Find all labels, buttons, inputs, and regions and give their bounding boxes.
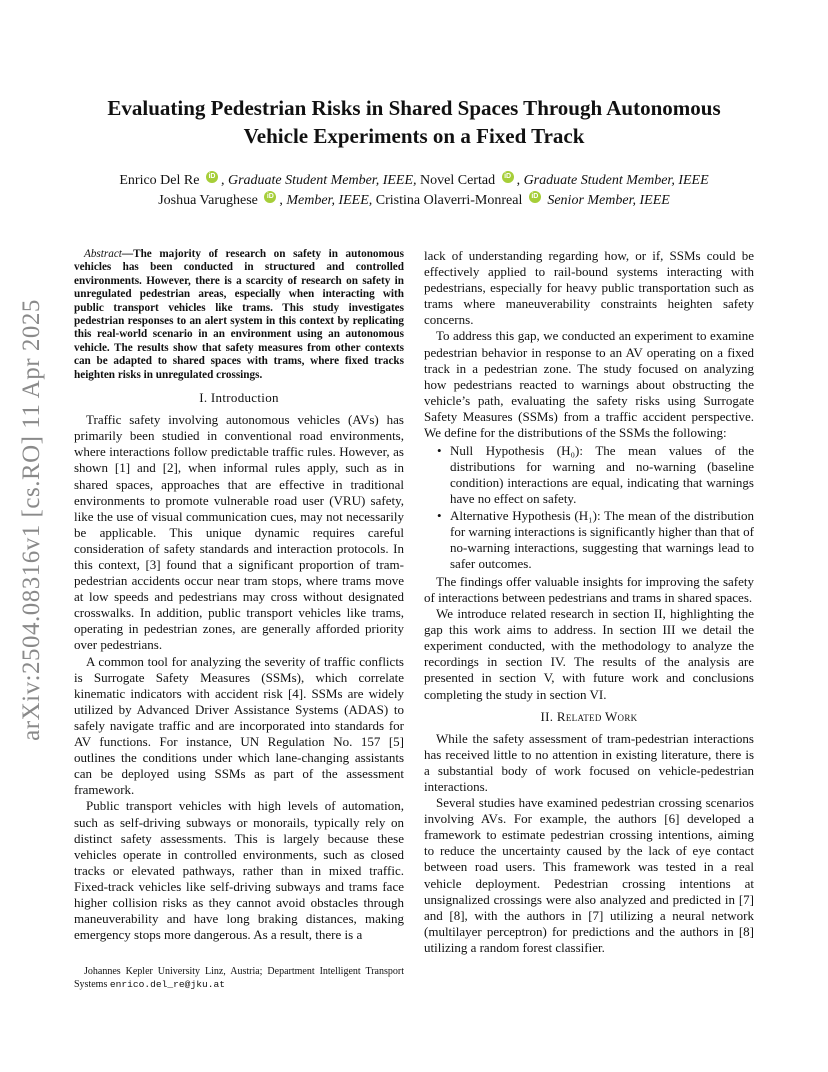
orcid-icon[interactable] (502, 171, 514, 183)
abstract-label: Abstract (84, 248, 122, 260)
orcid-icon[interactable] (529, 191, 541, 203)
author-block (60, 171, 768, 211)
author-line-2: Joshua Varughese iD , Member, IEEE, Cristina Olaverri-Monreal iD Senior Member, IEEE (60, 191, 768, 211)
paragraph: The findings offer valuable insights for improving the safety of interactions between pedestrians and trams in shared spaces. (424, 573, 754, 605)
left-column (74, 248, 404, 943)
arxiv-identifier: arXiv:2504.08316v1 [cs.RO] 11 Apr 2025 (18, 299, 45, 741)
orcid-icon[interactable] (206, 171, 218, 183)
paragraph: We introduce related research in section II, highlighting the gap this work aims to address. In section III we detail the experiment conducted, with the methodology to analyze the recordings in section IV. The results of the analysis are presented in section V, with future work and conclusions completing the study in section VI. (424, 606, 754, 702)
author-affiliation-role: Graduate Student Member, IEEE, (227, 173, 417, 188)
abstract (74, 248, 404, 382)
section-heading-related-work: II. Related Work (540, 708, 638, 724)
author-name: Cristina Olaverri-Monreal (375, 193, 523, 208)
paragraph: Traffic safety involving autonomous vehicles (AVs) has primarily been studied in conventional road environments, where interactions follow predictable traffic rules. However, as shown [1] and [2], when informal rules apply, such as in shared spaces, approaches that are effective in traditional environments to promote vulnerable road user (VRU) safety, like the use of visual communication cues, may not necessarily be applicable. This unique dynamic requires careful consideration of safety standards and interaction protocols. In this context, [3] found that a significant proportion of tram-pedestrian accidents occur near tram stops, where trams move at low speeds and pedestrians may cross without designated crosswalks. In addition, public transport vehicles like trams, operating in pedestrian zones, are generally afforded priority over pedestrians. (74, 412, 404, 653)
author-name: Enrico Del Re (119, 173, 200, 188)
author-name: Novel Certad (420, 173, 496, 188)
right-column (424, 248, 754, 956)
list-item-alternative-hypothesis: • Alternative Hypothesis (H₁): The mean of the distribution for warning interactions is significantly higher than that of no-warning interactions, suggesting that warnings lead to safer outcomes. (450, 508, 754, 572)
arxiv-sidebar-stamp (12, 280, 52, 760)
list-item-null-hypothesis: • Null Hypothesis (H₀): The mean values of the distributions for warning and no-warning (baseline condition) interactions are equal, indicating that warnings have no effect on safety. (450, 443, 754, 507)
email-link[interactable]: enrico.del_re@jku.at (109, 978, 225, 990)
affiliation-footnote (74, 966, 404, 991)
paper-title (60, 94, 768, 150)
author-affiliation-role: Graduate Student Member, IEEE (523, 173, 709, 188)
author-name: Joshua Varughese (158, 193, 258, 208)
title-line-2: Vehicle Experiments on a Fixed Track (243, 124, 585, 148)
hypothesis-list (424, 443, 754, 572)
paragraph: Several studies have examined pedestrian crossing scenarios involving AVs. For example, the authors [6] developed a framework to estimate pedestrian crossing intentions, aiming to reduce the uncertainty caused by the lack of eye contact between road users. This framework was tested in a real vehicle deployment. Pedestrian crossing intentions at unsignalized crossings were also analyzed and predicted in [7] and [8], with the authors in [7] utilizing a neural network (multilayer perceptron) for predictions and the authors in [8] utilizing a random forest classifier. (424, 795, 754, 955)
paragraph: To address this gap, we conducted an experiment to examine pedestrian behavior in response to an AV operating on a fixed track in a pedestrian zone. The study focused on analyzing how pedestrians reacted to warnings about obstructing the vehicle’s path, evaluating the safety risks using Surrogate Safety Measures (SSMs) from a traffic accident perspective. We define for the distributions of the SSMs the following: (424, 328, 754, 441)
paragraph: While the safety assessment of tram-pedestrian interactions has received little to no attention in existing literature, there is a substantial body of work focused on vehicle-pedestrian interactions. (424, 730, 754, 794)
title-line-1: Evaluating Pedestrian Risks in Shared Spaces Through Autonomous (107, 96, 721, 120)
footnote-text: Johannes Kepler University Linz, Austria; Department Intelligent Transport Systems (74, 966, 404, 990)
paragraph: lack of understanding regarding how, or if, SSMs could be effectively applied to rail-bound systems interacting with pedestrians, especially for heavy public transportation such as trams where maneuverability constraints heighten safety concerns. (424, 248, 754, 328)
orcid-icon[interactable] (264, 191, 276, 203)
abstract-text: —The majority of research on safety in autonomous vehicles has been conducted in structured and controlled environments. However, there is a scarcity of research on safety in unregulated pedestrian areas, especially when interacting with public transport vehicles like trams. This study investigates pedestrian responses to an alert system in this context by replicating this real-world scenario in an environment using an autonomous vehicle. The results show that safety measures from other contexts can be adapted to shared spaces with trams, where fixed tracks heighten risks in unregulated crossings. (74, 248, 404, 381)
paragraph: A common tool for analyzing the severity of traffic conflicts is Surrogate Safety Measures (SSMs), which correlate kinematic indicators with accident risk [4]. SSMs are widely utilized by Advanced Driver Assistance Systems (ADAS) to safely navigate traffic and are incorporated into standards for AV functions. For instance, UN Regulation No. 157 [5] outlines the conditions under which lane-changing assistants can be deployed using SSMs as part of the assessment framework. (74, 653, 404, 798)
author-line-1: Enrico Del Re iD , Graduate Student Member, IEEE, Novel Certad iD , Graduate Student Member, IEEE (60, 171, 768, 191)
author-affiliation-role: Member, IEEE, (286, 193, 373, 208)
author-affiliation-role: Senior Member, IEEE (547, 193, 670, 208)
paragraph: Public transport vehicles with high levels of automation, such as self-driving subways or monorails, typically rely on distinct safety assessments. This is largely because these vehicles operate in controlled environments, such as closed tracks or elevated pathways, rather than in mixed traffic. Fixed-track vehicles like self-driving subways and trams face higher collision risks as they cannot avoid obstacles through maneuverability and have long braking distances, making emergency stops more dangerous. As a result, there is a (74, 798, 404, 943)
section-heading-introduction: I. Introduction (199, 390, 279, 406)
